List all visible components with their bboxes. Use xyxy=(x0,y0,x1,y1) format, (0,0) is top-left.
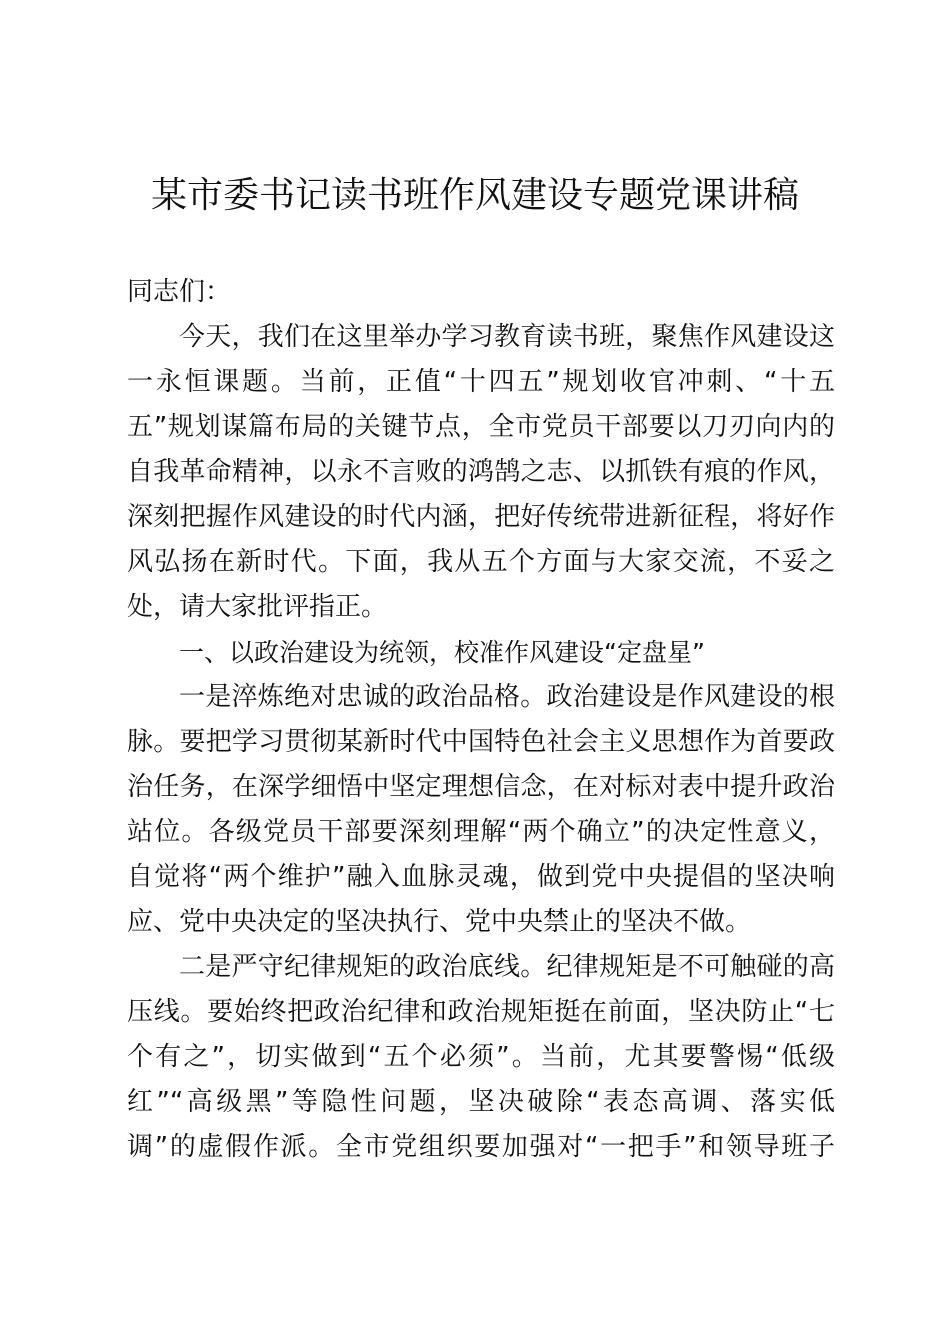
body-text-line: 站位。各级党员干部要深刻理解“两个确立”的决定性意义， xyxy=(127,817,835,847)
body-text-line: 同志们： xyxy=(127,277,232,307)
document-title: 某市委书记读书班作风建设专题党课讲稿 xyxy=(150,175,799,216)
document-body xyxy=(127,270,835,1170)
body-text-line: 二是严守纪律规矩的政治底线。纪律规矩是不可触碰的高 xyxy=(179,952,835,982)
body-text-line: 深刻把握作风建设的时代内涵，把好传统带进新征程，将好作 xyxy=(127,502,835,532)
body-text-line: 个有之”，切实做到“五个必须”。当前，尤其要警惕“低级 xyxy=(127,1042,835,1072)
body-text-line: 今天，我们在这里举办学习教育读书班，聚焦作风建设这 xyxy=(179,322,835,352)
section-heading-line: 一、以政治建设为统领，校准作风建设“定盘星” xyxy=(179,638,705,667)
body-text-line: 应、党中央决定的坚决执行、党中央禁止的坚决不做。 xyxy=(127,907,752,937)
body-text-line: 治任务，在深学细悟中坚定理想信念，在对标对表中提升政治 xyxy=(127,772,835,802)
body-text-line: 调”的虚假作派。全市党组织要加强对“一把手”和领导班子 xyxy=(127,1132,835,1162)
body-text-line: 自觉将“两个维护”融入血脉灵魂，做到党中央提倡的坚决响 xyxy=(127,862,835,892)
body-text-line: 处，请大家批评指正。 xyxy=(127,592,388,622)
body-text-line: 一永恒课题。当前，正值“十四五”规划收官冲刺、“十五 xyxy=(127,367,835,397)
body-text-line: 压线。要始终把政治纪律和政治规矩挺在前面，坚决防止“七 xyxy=(127,997,835,1027)
body-text-line: 风弘扬在新时代。下面，我从五个方面与大家交流，不妥之 xyxy=(127,547,835,577)
body-text-line: 脉。要把学习贯彻某新时代中国特色社会主义思想作为首要政 xyxy=(127,727,835,757)
body-text-line: 红”“高级黑”等隐性问题，坚决破除“表态高调、落实低 xyxy=(127,1087,835,1117)
body-text-line: 五”规划谋篇布局的关键节点，全市党员干部要以刀刃向内的 xyxy=(127,412,835,442)
body-text-line: 一是淬炼绝对忠诚的政治品格。政治建设是作风建设的根 xyxy=(179,682,835,712)
body-text-line: 自我革命精神，以永不言败的鸿鹄之志、以抓铁有痕的作风， xyxy=(127,457,835,487)
